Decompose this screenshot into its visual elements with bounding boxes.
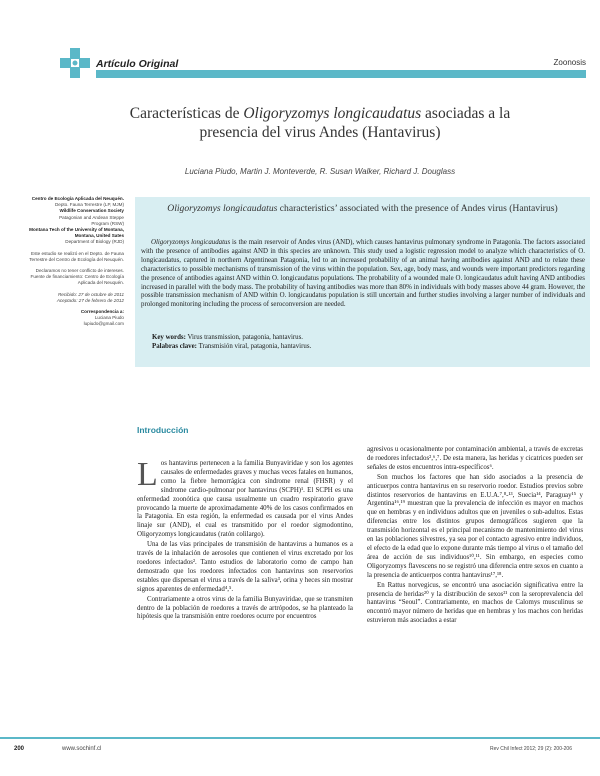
authors: Luciana Piudo, Martin J. Monteverde, R. Susan Walker, Richard J. Douglass — [184, 167, 456, 176]
intro-paragraph-4: agresivos u ocasionalmente por contaminación ambiental, a través de excretas de roedores infectados²,⁶,⁷. De esta manera, las heridas y cicatrices pueden ser señales de estos encuentros intra-específicos⁶. — [367, 446, 583, 471]
study-location-note: Este estudio se realizó en el Depto. de Fauna Terrestre del Centro de Ecología del Neuquén. — [29, 250, 124, 262]
correspondence-email: lupiudo@gmail.com — [83, 321, 124, 327]
abstract-title — [150, 203, 575, 215]
cross-puzzle-logo-icon — [58, 48, 92, 78]
drop-cap: L — [137, 456, 158, 493]
journal-website-link[interactable]: www.sochinf.cl — [62, 746, 102, 752]
right-column — [367, 446, 583, 627]
intro-paragraph-3: Contrariamente a otros virus de la familia Bunyaviridae, que se transmiten dentro de la población de roedores a través de artrópodos, se ha planteado la hipótesis que la transmisión entre roedores ocurre por encuentros — [137, 595, 353, 621]
abstract-body — [141, 239, 585, 310]
accepted-date: Aceptado: 27 de febrero de 2012 — [56, 297, 124, 303]
left-column — [137, 456, 353, 623]
keywords-block — [152, 334, 582, 352]
palabras-label: Palabras clave: — [152, 342, 197, 350]
page-number: 200 — [14, 746, 25, 752]
intro-paragraph-6: En Rattus norvegicus, se encontró una asociación significativa entre la presencia de heridas²⁰ y la distribución de sexos²¹ con la seroprevalencia del hantavirus “Seoul”. Contrariamente, en machos de Calomys musculinus se encontró mayor número de heridas que en hembras y los machos con heridas estuvieron más asociados a estar — [367, 581, 583, 625]
title-part1: Características de — [129, 105, 244, 122]
footer-rule — [0, 737, 600, 739]
affiliation-3-dept: Department of Biology (RJD) — [65, 239, 124, 245]
keywords: Virus transmission, patagonia, hantavirus. — [185, 334, 304, 341]
abstract-text: is the main reservoir of Andes virus (AND), which causes hantavirus pulmonary syndrome in Patagonia. The factors associated with the presence of antibodies against AND in this species are unknown. This study used a logistic regression model to analyze which characteristics of O. longicaudatus, captured in northern Argentinean Patagonia, led to an increased probability of an animal having antibodies against AND and to relate these characteristics to possible mechanisms of transmission of the virus within the population. Sex, age, body mass, and wounds were important predictors regarding the presence of antibodies against AND within O. longicaudatus populations. The probability of a wounded male O. longicaudatus adult having AND antibodies increased in parallel with the body mass. The probability of having antibodies was more than 80% in individuals with body masses above 44 gram. However, the possible transmission mechanism of AND within O. longicaudatus population is still uncertain and further studies involving a larger number of individuals and prolonged monitoring including the process of seroconversion are needed. — [141, 239, 585, 309]
intro-heading: Introducción — [137, 425, 189, 435]
affiliation-2: Wildlife Conservation Society — [59, 208, 124, 214]
funding-source: Fuente de financiamiento: Centro de Ecología Aplicada del Neuquén. — [30, 274, 124, 286]
abstract-species: Oligoryzomys longicaudatus — [151, 239, 231, 246]
header-rule — [96, 70, 586, 78]
category-label: Zoonosis — [553, 58, 586, 67]
intro-paragraph-2: Una de las vías principales de transmisión de hantavirus a humanos es a través de la inhalación de aerosoles que contienen el virus excretado por los roedores infectados². Tanto estudios de laboratorio como de campo han demostrado que los roedores infectados con hantavirus son reservorios estables que dispersan el virus a través de la saliva³, orina y heces sin mostrar signos aparentes de enfermedad⁴,⁵. — [137, 541, 353, 593]
received-date: Recibido: 27 de octubre de 2011 — [57, 291, 124, 297]
abstract-title-species: Oligoryzomys longicaudatus — [167, 203, 278, 214]
affiliation-3: Montana Tech of the University of Montana, Montana, United Sates — [29, 227, 124, 239]
keywords-label: Key words: — [152, 334, 186, 341]
correspondence-name: Luciana Piudo — [94, 315, 124, 321]
title-species: Oligoryzomys longicaudatus — [243, 105, 422, 122]
journal-citation: Rev Chil Infect 2012; 29 (2): 200-206 — [490, 746, 572, 752]
affiliation-1-dept: Depto. Fauna Terrestre (LP, MJM) — [54, 202, 124, 208]
article-title — [100, 104, 540, 142]
conflict-note: Declaramos no tener conflicto de intereses. — [35, 268, 124, 274]
intro-paragraph-1: os hantavirus pertenecen a la familia Bunyaviridae y son los agentes causales de enfermedades graves y muchas veces fatales en humanos, como la fiebre hemorrágica con síndrome renal (FHSR) y el síndrome cardio-pulmonar por hantavirus (SCPH)¹. El SCPH es una enfermedad zoonótica que causa usualmente un cuadro respiratorio grave provocando la muerte de aproximadamente 40% de los casos confirmados en la Patagonia. En esta región, la enfermedad es causada por el virus Andes linaje sur (AND), el cual es transmitido por el roedor sigmodontino, Oligoryzomys longicaudatus (ratón colilargo). — [137, 460, 353, 539]
section-label: Artículo Original — [96, 58, 179, 70]
affiliation-2-program: Patagonian and Andean Steppe — [59, 214, 124, 220]
abstract-title-rest: characteristics’ associated with the presence of Andes virus (Hantavirus) — [277, 203, 558, 214]
correspondence-label: Correspondencia a: — [80, 309, 124, 315]
affiliation-2-program-2: Program (RSW) — [91, 220, 124, 226]
affiliation-1: Centro de Ecología Aplicada del Neuquén. — [31, 196, 124, 201]
palabras-clave: Transmisión viral, patagonia, hantavirus. — [196, 342, 312, 350]
title-part2: asociadas a la presencia del virus Andes (Hantavirus) — [199, 105, 511, 141]
intro-paragraph-5: Son muchos los factores que han sido asociados a la presencia de anticuerpos contra hantavirus en su reservorio roedor. Estudios previos sobre distintos reservorios de hantavirus en E.U.A.⁷,⁸-¹³, Suecia¹⁴, Paraguay¹⁵ y Argentina¹⁶,¹⁹ muestran que la prevalencia de infección es mayor en machos que en hembras y en individuos adultos que en juveniles o sub-adultos. Estas diferencias entre los distintos grupos demográficos sugieren que la transmisión horizontal es el principal mecanismo de mantenimiento del virus en las poblaciones silvestres, ya sea por el contacto agresivo entre individuos, el efecto de la edad que lo expone durante más tiempo al virus o el tamaño del área de acción de sus individuos¹⁰,¹¹. Sin embargo, en especies como Oligoryzomys flavescens no se registró una diferencia entre sexos en cuanto a la presencia de anticuerpos contra hantavirus¹⁷,¹⁸. — [367, 473, 583, 579]
affiliations-sidebar — [14, 196, 124, 328]
